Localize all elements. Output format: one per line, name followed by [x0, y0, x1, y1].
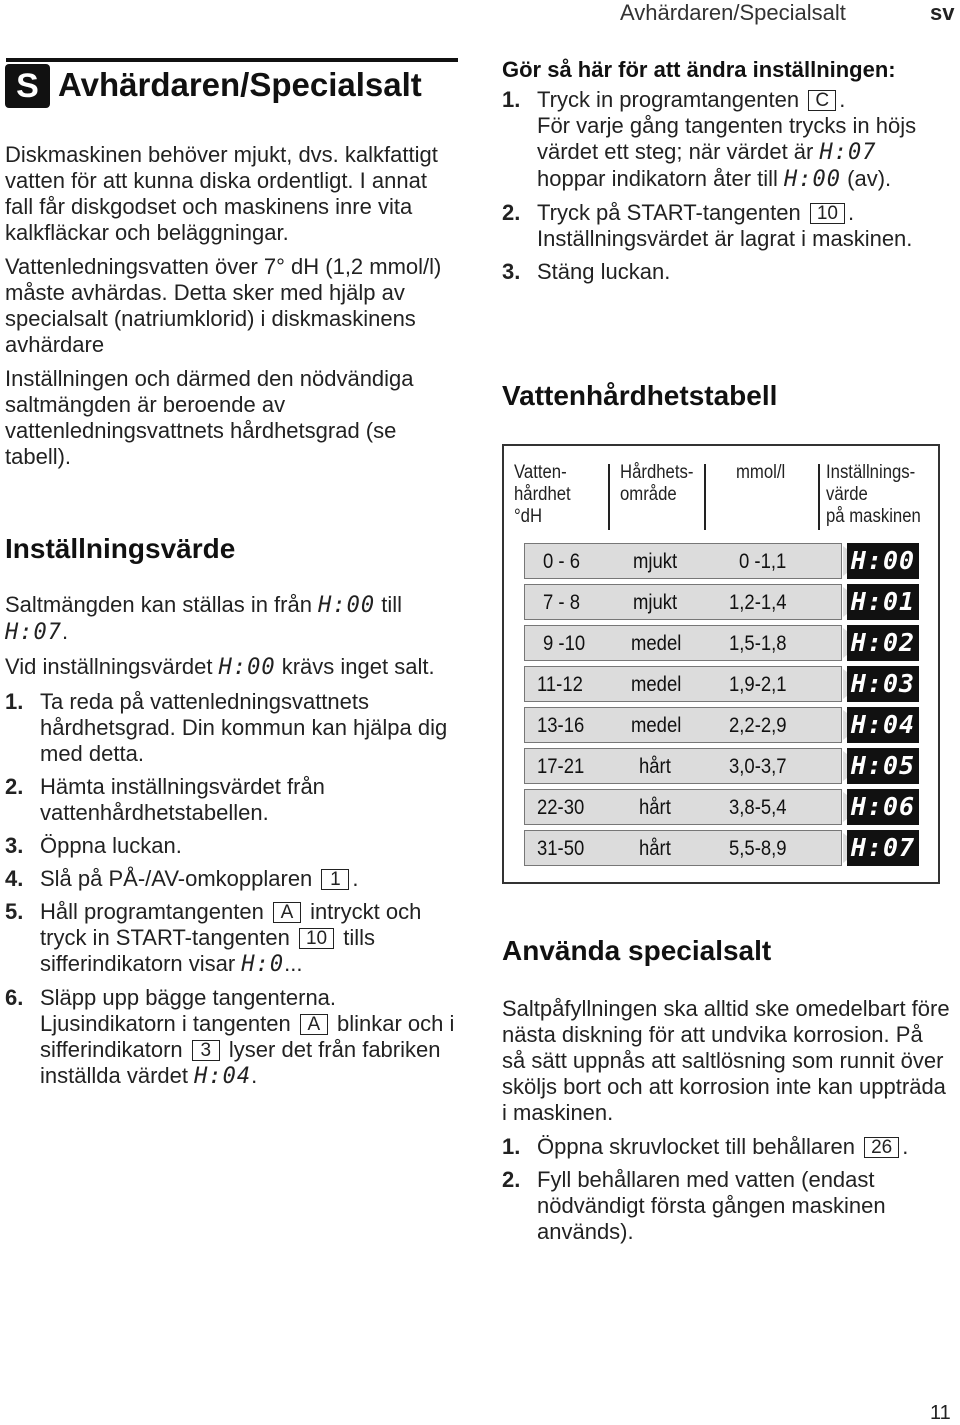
table-row: 17-21 hårt 3,0-3,7 — [524, 748, 842, 784]
section-rule — [6, 58, 458, 62]
display-value: H:0 — [241, 952, 285, 977]
intro-paragraph-3: Inställningen och därmed den nödvändiga saltmängden är beroende av vattenledningsvattnets hårdhetsgrad (se tabell). — [5, 366, 414, 469]
page-title: Avhärdaren/Specialsalt — [58, 66, 422, 103]
display-value: H:03 — [847, 666, 919, 702]
key-symbol: C — [808, 90, 836, 111]
use-salt-paragraph: Saltpåfyllningen ska alltid ske omedelbart före nästa diskning för att undvika korrosion. På så sätt uppnås att saltlösning som runnit över sköljs bort och att korrosion inte kan uppträda i maskinen. — [502, 996, 950, 1125]
list-item: 2. Fyll behållaren med vatten (endast nödvändigt första gången maskinen används). — [502, 1167, 886, 1244]
list-item: 1. Tryck in programtangenten C . För varje gång tangenten trycks in höjs värdet ett steg; när värdet är H:07 hoppar indikatorn åter till H:00 (av). — [502, 87, 917, 192]
page-number: 11 — [930, 1402, 951, 1424]
display-value: H:06 — [847, 789, 919, 825]
setting-steps — [5, 689, 460, 1090]
setting-heading: Inställningsvärde — [5, 533, 236, 564]
list-item: 6. Släpp upp bägge tangenterna. Ljusindikatorn i tangenten A blinkar och i sifferindikatorn 3 lyser det från fabriken inställda värdet H:04. — [5, 985, 455, 1089]
intro-paragraph-2: Vattenledningsvatten över 7° dH (1,2 mmol/l) måste avhärdas. Detta sker med hjälp av specialsalt (natriumklorid) i diskmaskinens avhärdare — [5, 254, 442, 357]
table-row: 9 -10 medel 1,5-1,8 — [524, 625, 842, 661]
display-value: H:04 — [194, 1064, 252, 1089]
key-symbol: A — [273, 902, 301, 923]
table-row: 11-12 medel 1,9-2,1 — [524, 666, 842, 702]
column-header-mmol: mmol/l — [736, 462, 786, 483]
running-header-title: Avhärdaren/Specialsalt — [620, 0, 846, 25]
display-value: H:07 — [847, 830, 919, 866]
display-value: H:02 — [847, 625, 919, 661]
list-item: 1. Ta reda på vattenledningsvattnets hårdhetsgrad. Din kommun kan hjälpa dig med detta. — [5, 689, 448, 766]
table-row: 31-50 hårt 5,5-8,9 — [524, 830, 842, 866]
list-item: 5. Håll programtangenten A intryckt och tryck in START-tangenten 10 tills sifferindikatorn visar H:0... — [5, 899, 422, 977]
column-header-range: Hårdhets- område — [620, 462, 694, 505]
display-value: H:01 — [847, 584, 919, 620]
change-heading: Gör så här för att ändra inställningen: — [502, 57, 896, 82]
list-item: 2. Hämta inställningsvärdet från vattenhårdhetstabellen. — [5, 774, 325, 825]
table-row: 7 - 8 mjukt 1,2-1,4 — [524, 584, 842, 620]
salt-section-icon: S — [5, 64, 50, 108]
change-steps — [502, 87, 947, 292]
list-item: 2. Tryck på START-tangenten 10 . Inställningsvärdet är lagrat i maskinen. — [502, 200, 913, 251]
display-value: H:00 — [218, 655, 276, 680]
table-heading: Vattenhårdhetstabell — [502, 380, 778, 411]
intro-text — [5, 142, 460, 478]
intro-paragraph-1: Diskmaskinen behöver mjukt, dvs. kalkfattigt vatten för att kunna diska ordentligt. I annat fall får diskgodset och maskinens inre vita kalkfläckar och beläggningar. — [5, 142, 438, 245]
key-symbol: 26 — [864, 1137, 899, 1158]
column-header-hardness: Vatten- hårdhet °dH — [514, 462, 571, 527]
column-divider — [818, 464, 820, 530]
list-item: 3. Stäng luckan. — [502, 259, 671, 284]
key-symbol: 10 — [299, 928, 334, 949]
setting-paragraph-1: Saltmängden kan ställas in från H:00 till H:07. — [5, 592, 402, 645]
use-salt-text — [502, 996, 952, 1252]
use-salt-heading: Använda specialsalt — [502, 935, 772, 966]
list-item: 1. Öppna skruvlocket till behållaren 26 . — [502, 1134, 909, 1159]
list-item: 3. Öppna luckan. — [5, 833, 182, 858]
key-symbol: 10 — [810, 203, 845, 224]
table-row: 22-30 hårt 3,8-5,4 — [524, 789, 842, 825]
display-value: H:00 — [784, 167, 842, 192]
column-divider — [608, 464, 610, 530]
setting-text — [5, 592, 460, 1097]
display-value: H:00 — [318, 593, 376, 618]
display-value: H:07 — [819, 140, 877, 165]
display-value: H:04 — [847, 707, 919, 743]
display-value: H:07 — [5, 620, 62, 645]
column-divider — [704, 464, 706, 530]
column-header-setting: Inställnings- värde på maskinen — [826, 462, 921, 527]
table-row: 13-16 medel 2,2-2,9 — [524, 707, 842, 743]
key-symbol: 3 — [192, 1040, 220, 1061]
key-symbol: A — [300, 1014, 328, 1035]
table-row: 0 - 6 mjukt 0 -1,1 — [524, 543, 842, 579]
list-item: 4. Slå på PÅ-/AV-omkopplaren 1 . — [5, 866, 359, 891]
setting-paragraph-2: Vid inställningsvärdet H:00 krävs inget salt. — [5, 654, 435, 680]
display-value: H:00 — [847, 543, 919, 579]
display-value: H:05 — [847, 748, 919, 784]
language-code: sv — [930, 0, 955, 25]
key-symbol: 1 — [321, 869, 349, 890]
